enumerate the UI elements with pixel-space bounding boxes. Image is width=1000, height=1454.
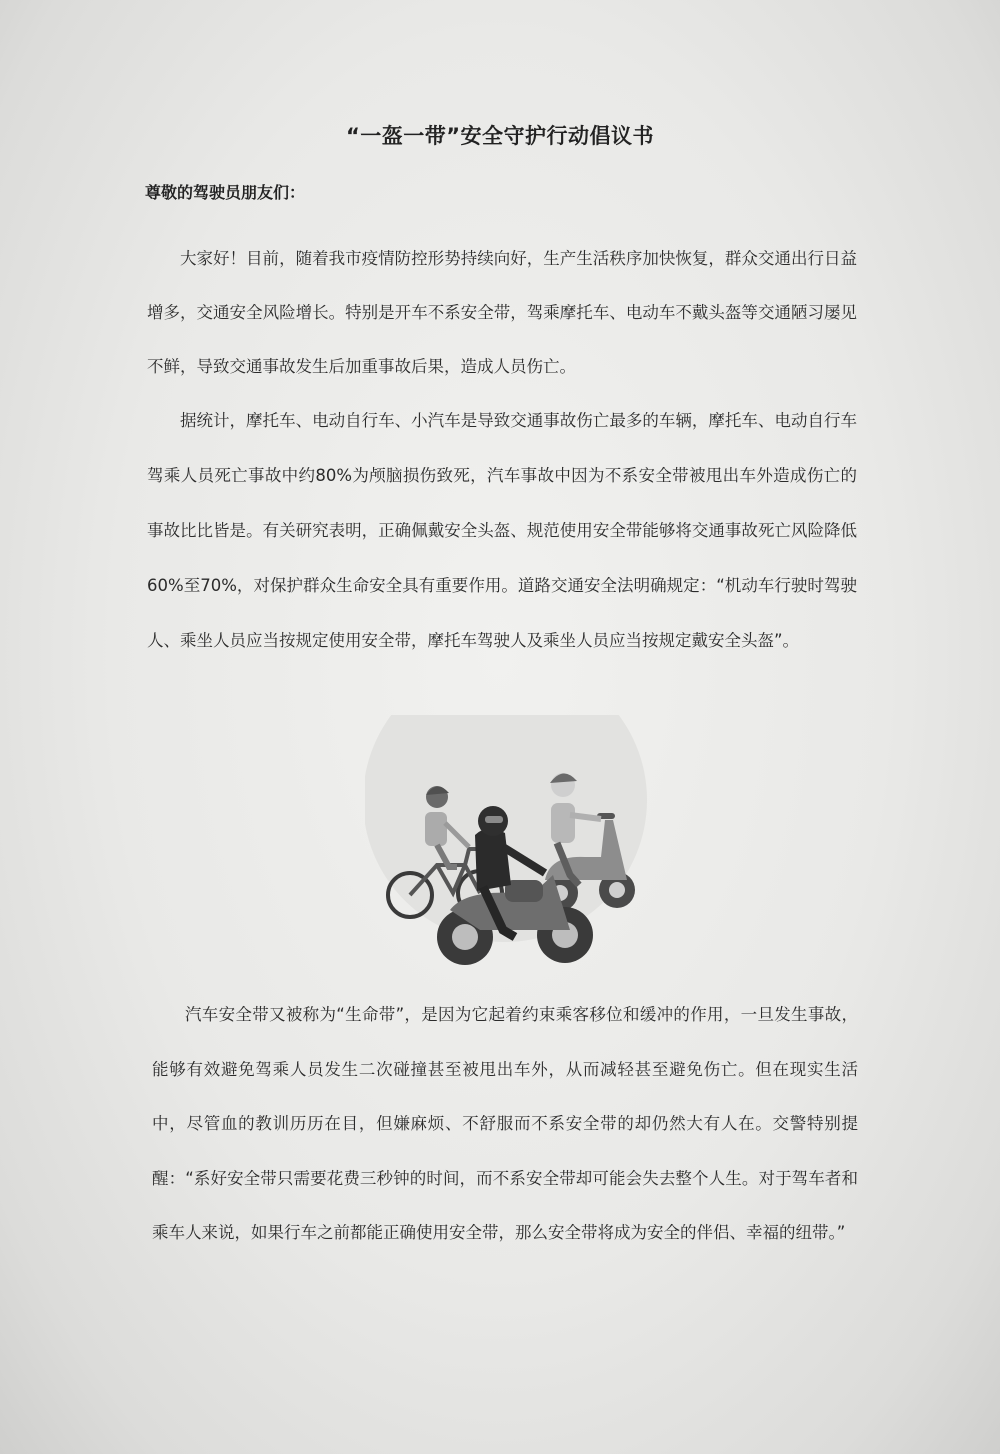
paragraph-1: 大家好！目前，随着我市疫情防控形势持续向好，生产生活秩序加快恢复，群众交通出行日益增多，交通安全风险增长。特别是开车不系安全带，驾乘摩托车、电动车不戴头盔等交通陋习屡见不鲜，导致交通事故发生后加重事故后果，造成人员伤亡。: [147, 249, 857, 376]
paragraph-3: 汽车安全带又被称为“生命带”，是因为它起着约束乘客移位和缓冲的作用，一旦发生事故，能够有效避免驾乘人员发生二次碰撞甚至被甩出车外，从而减轻甚至避免伤亡。但在现实生活中，尽管血的教训历历在目，但嫌麻烦、不舒服而不系安全带的却仍然大有人在。交警特别提醒：“系好安全带只需要花费三秒钟的时间，而不系安全带却可能会失去整个人生。对于驾车者和乘车人来说，如果行车之前都能正确使用安全带，那么安全带将成为安全的伴侣、幸福的纽带。”: [152, 1005, 858, 1242]
salutation: 尊敬的驾驶员朋友们：: [145, 183, 306, 202]
riders-illustration: [365, 715, 650, 970]
paragraph-2: 据统计，摩托车、电动自行车、小汽车是导致交通事故伤亡最多的车辆，摩托车、电动自行车驾乘人员死亡事故中约80%为颅脑损伤致死，汽车事故中因为不系安全带被甩出车外造成伤亡的事故比比皆是。有关研究表明，正确佩戴安全头盔、规范使用安全带能够将交通事故死亡风险降低60%至70%，对保护群众生命安全具有重要作用。道路交通安全法明确规定：“机动车行驶时驾驶人、乘坐人员应当按规定使用安全带，摩托车驾驶人及乘坐人员应当按规定戴安全头盔”。: [147, 411, 857, 650]
riders-illustration-svg: [365, 715, 650, 970]
document-title: “一盔一带”安全守护行动倡议书: [345, 124, 655, 148]
